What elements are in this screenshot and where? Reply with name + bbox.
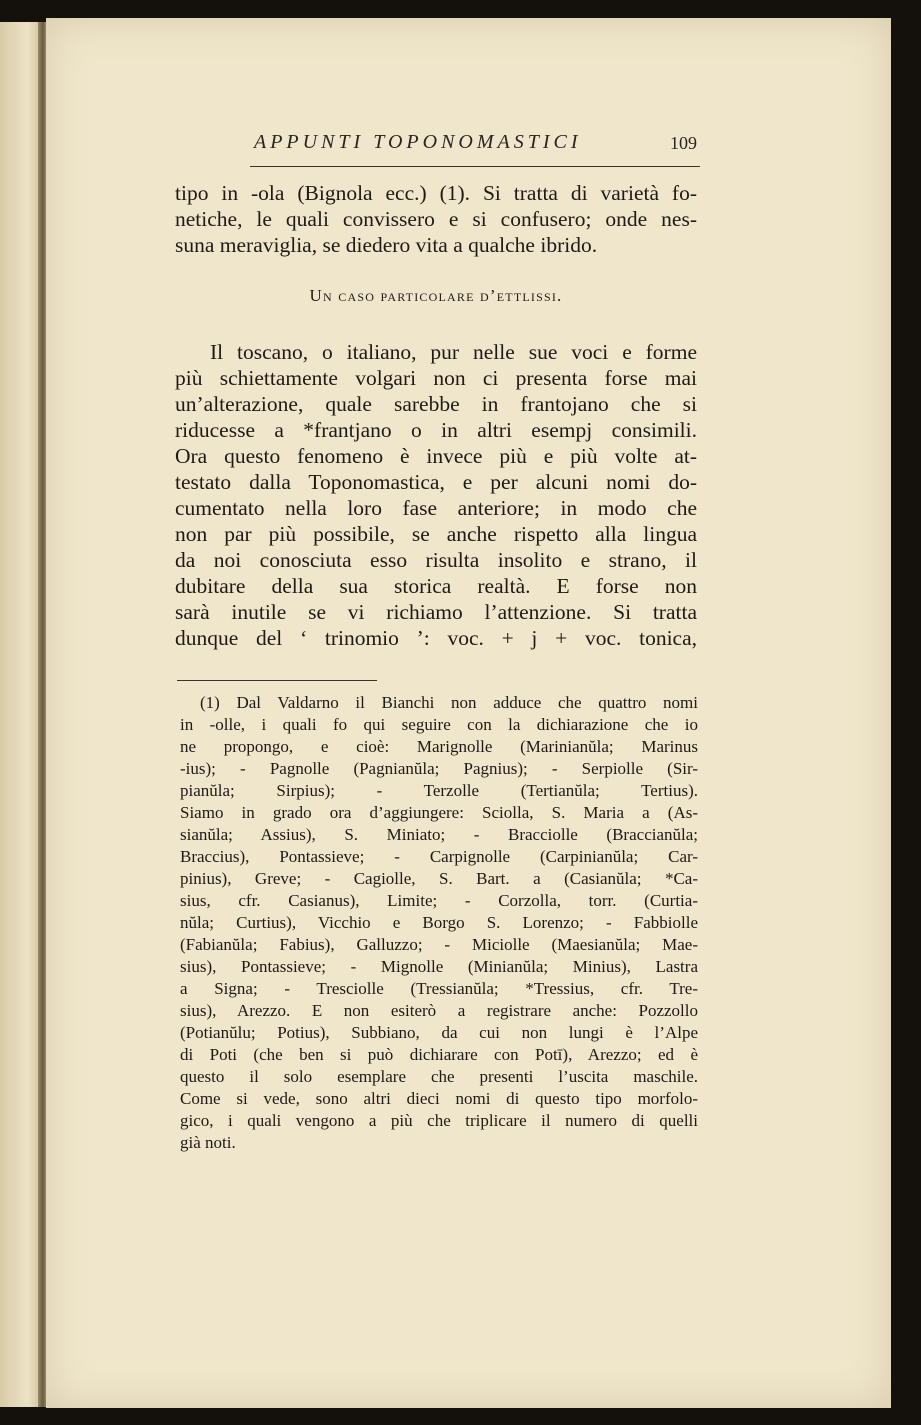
text-line: da noi conosciuta esso risulta insolito e strano, il — [175, 548, 697, 572]
footnote-line: sianŭla; Assius), S. Miniato; - Bracciolle (Braccianŭla; — [180, 825, 698, 844]
footnote-line: in -olle, i quali fo qui seguire con la dichiarazione che io — [180, 715, 698, 734]
running-head-title: APPUNTI TOPONOMASTICI — [254, 131, 582, 153]
footnote-line: sius), Pontassieve; - Mignolle (Minianŭla; Minius), Lastra — [180, 957, 698, 976]
text-line: suna meraviglia, se diedero vita a qualche ibrido. — [175, 233, 598, 257]
text-line: cumentato nella loro fase anteriore; in modo che — [175, 496, 697, 520]
footnote-line: Braccius), Pontassieve; - Carpignolle (Carpinianŭla; Car- — [180, 847, 698, 866]
text-line: più schiettamente volgari non ci presenta forse mai — [175, 366, 697, 390]
footnote-line: sius), Arezzo. E non esiterò a registrare anche: Pozzollo — [180, 1001, 698, 1020]
text-line: riducesse a *frantjano o in altri esempj consimili. — [175, 418, 697, 442]
footnote-rule — [177, 680, 377, 681]
text-line: dunque del ‘ trinomio ’: voc. + j + voc. tonica, — [175, 626, 697, 650]
text-line: tipo in -ola (Bignola ecc.) (1). Si tratta di varietà fo- — [175, 181, 697, 205]
footnote-line: ne propongo, e cioè: Marignolle (Marinianŭla; Marinus — [180, 737, 698, 756]
text-line: Ora questo fenomeno è invece più e più volte at- — [175, 444, 697, 468]
running-head — [210, 115, 710, 155]
footnote-line: a Signa; - Tresciolle (Tressianŭla; *Tressius, cfr. Tre- — [180, 979, 698, 998]
text-line: sarà inutile se vi richiamo l’attenzione. Si tratta — [175, 600, 697, 624]
footnote-line: (Fabianŭla; Fabius), Galluzzo; - Miciolle (Maesianŭla; Mae- — [180, 935, 698, 954]
footnote-line: -ius); - Pagnolle (Pagnianŭla; Pagnius); - Serpiolle (Sir- — [180, 759, 698, 778]
footnote-line: già noti. — [180, 1133, 236, 1152]
page-number: 109 — [670, 133, 697, 153]
footnote-line: sius, cfr. Casianus), Limite; - Corzolla, torr. (Curtia- — [180, 891, 698, 910]
footnote-line: nŭla; Curtius), Vicchio e Borgo S. Lorenzo; - Fabbiolle — [180, 913, 698, 932]
text-line: testato dalla Toponomastica, e per alcuni nomi do- — [175, 470, 697, 494]
footnote-line: Come si vede, sono altri dieci nomi di questo tipo morfolo- — [180, 1089, 698, 1108]
footnote-line: pinius), Greve; - Cagiolle, S. Bart. a (Casianŭla; *Ca- — [180, 869, 698, 888]
footnote-line: di Poti (che ben si può dichiarare con Potī), Arezzo; ed è — [180, 1045, 698, 1064]
footnote-line: questo il solo esemplare che presenti l’uscita maschile. — [180, 1067, 698, 1086]
text-line: non par più possibile, se anche rispetto alla lingua — [175, 522, 697, 546]
footnote-line: (Potianŭlu; Potius), Subbiano, da cui non lungi è l’Alpe — [180, 1023, 698, 1042]
text-line: Il toscano, o italiano, pur nelle sue voci e forme — [210, 340, 697, 364]
footnote-line: Siamo in grado ora d’aggiungere: Sciolla, S. Maria a (As- — [180, 803, 698, 822]
footnote-line: (1) Dal Valdarno il Bianchi non adduce che quattro nomi — [200, 693, 698, 712]
text-line: dubitare della sua storica realtà. E forse non — [175, 574, 697, 598]
text-line: un’alterazione, quale sarebbe in frantojano che si — [175, 392, 697, 416]
header-rule — [250, 166, 700, 167]
section-heading: Un caso particolare d’ettlissi. — [309, 286, 563, 305]
text-line: netiche, le quali convissero e si confusero; onde nes- — [175, 207, 697, 231]
footnote-line: pianŭla; Sirpius); - Terzolle (Tertianŭla; Tertius). — [180, 781, 698, 800]
footnote-line: gico, i quali vengono a più che triplicare il numero di quelli — [180, 1111, 698, 1130]
